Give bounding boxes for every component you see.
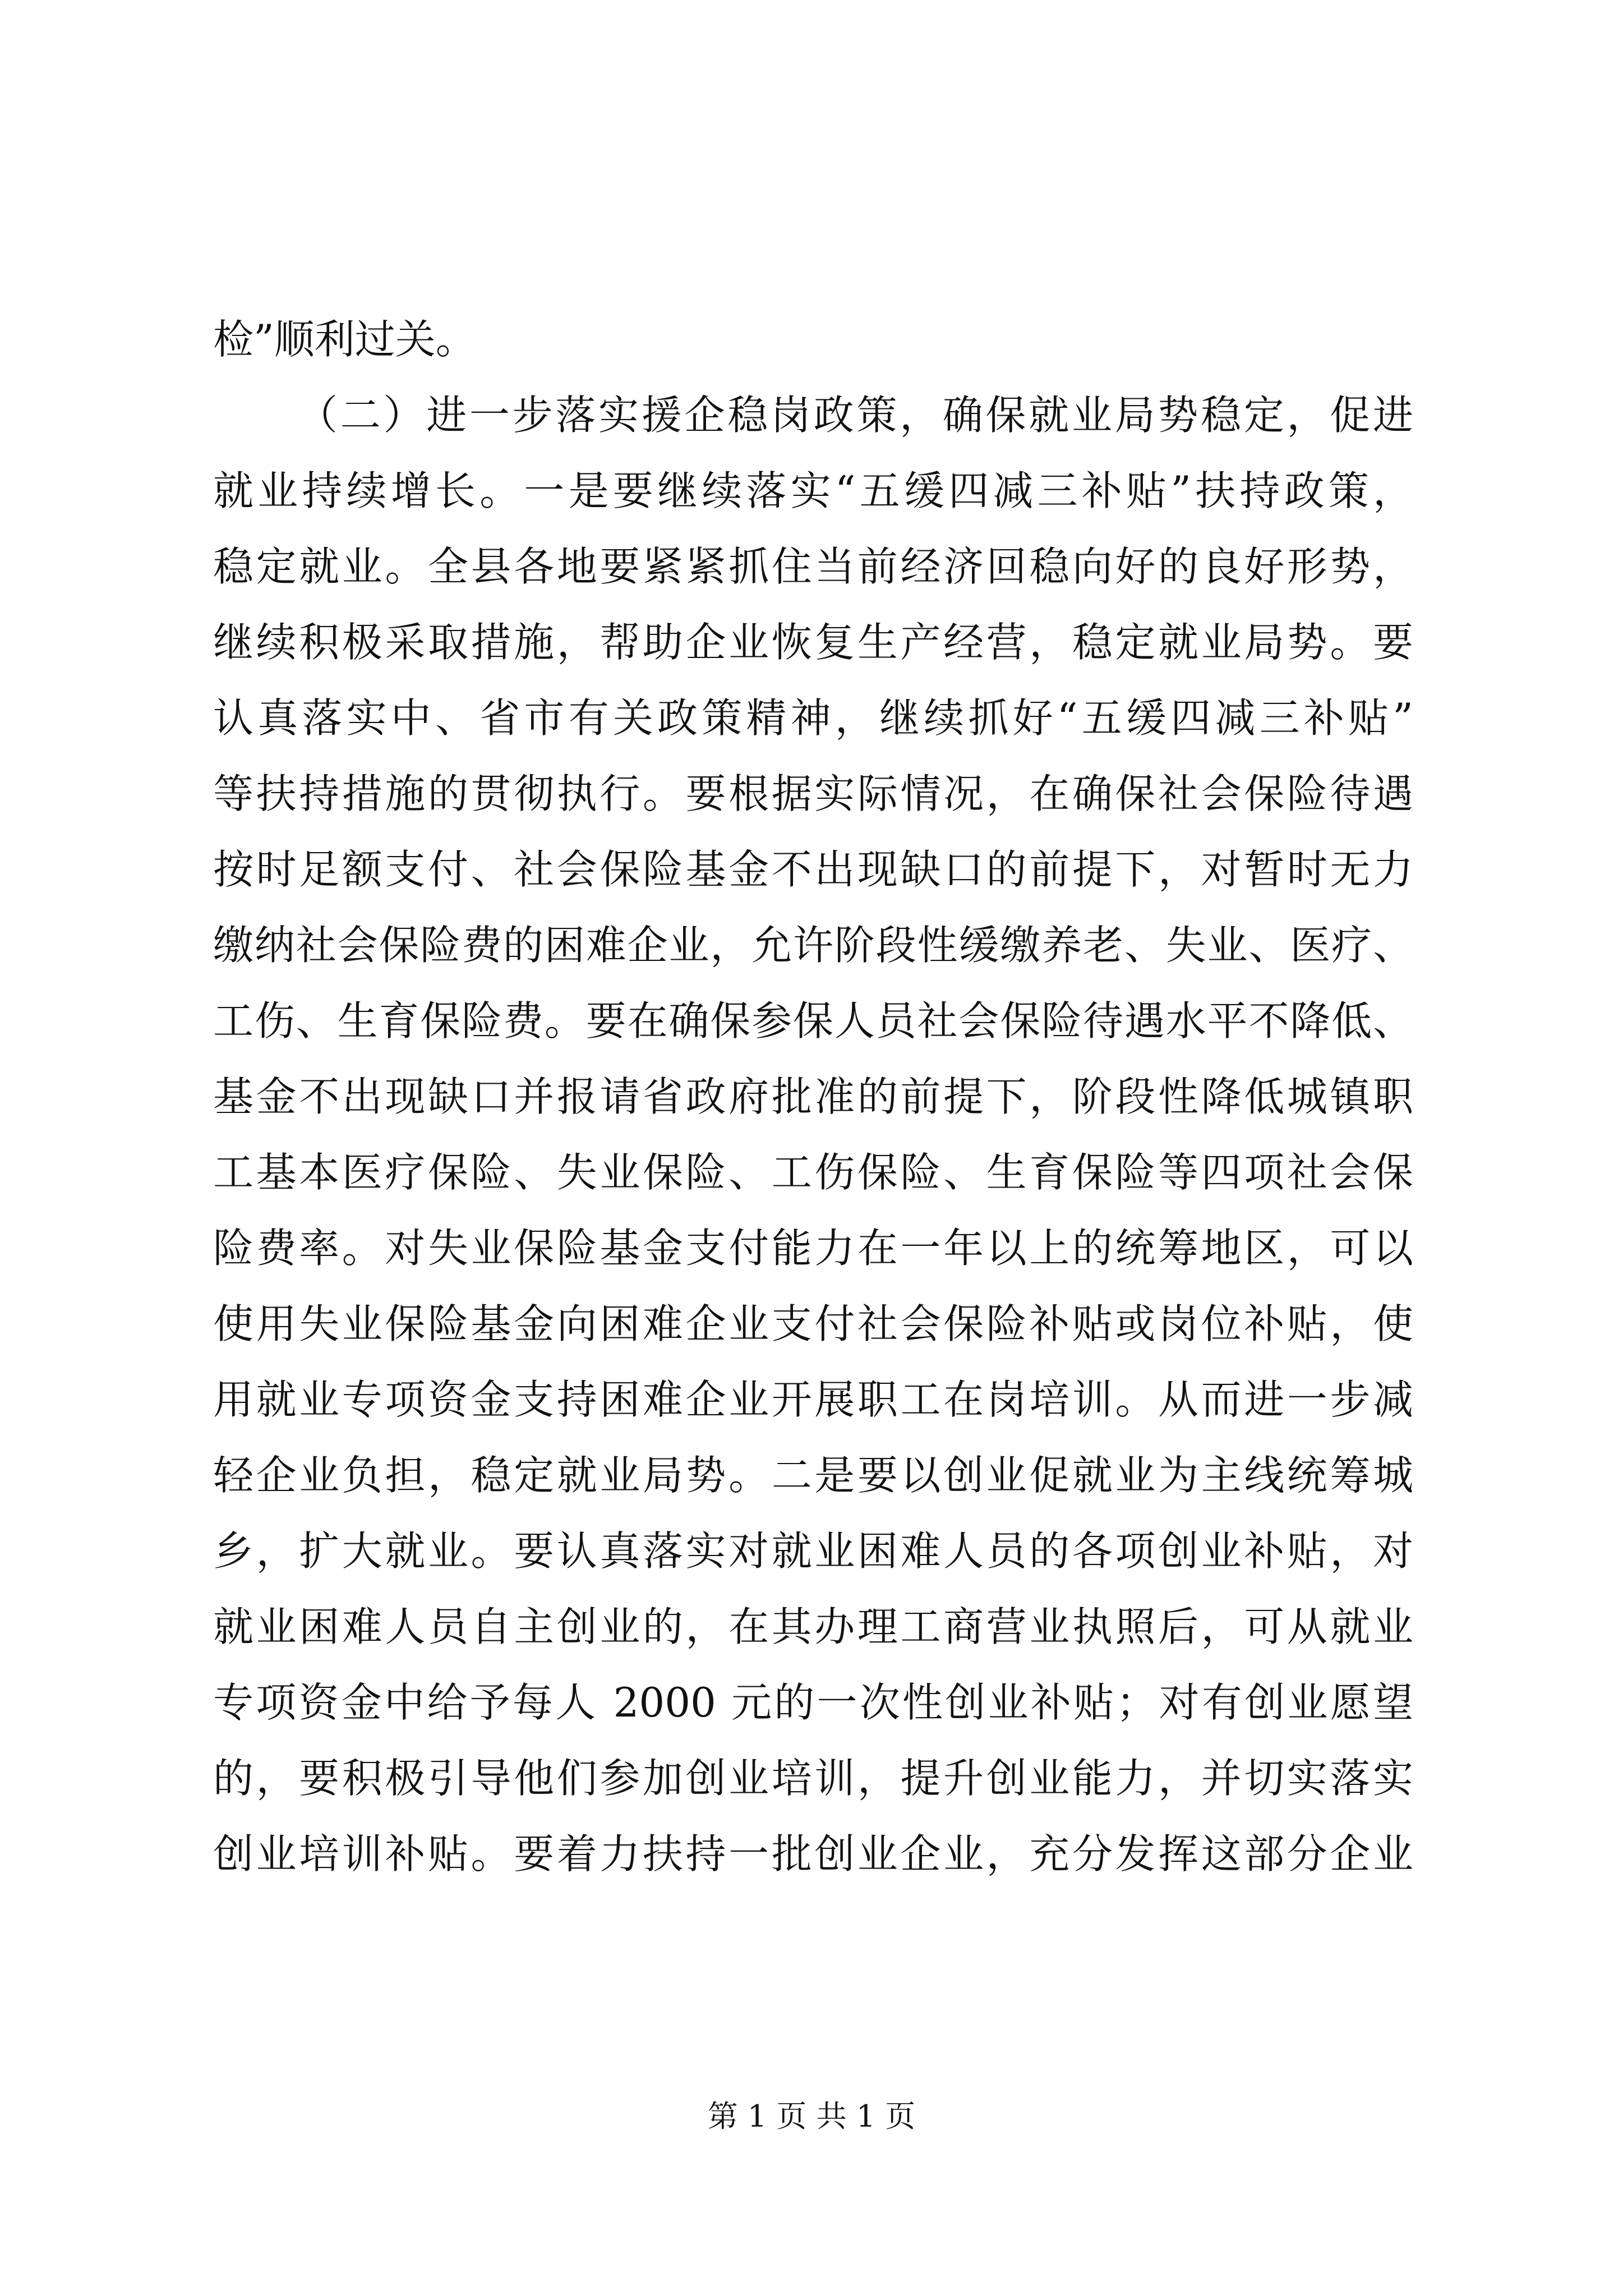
text-line-16: 轻企业负担，稳定就业局势。二是要以创业促就业为主线统筹城 [213,1452,1413,1499]
text-line-18: 就业困难人员自主创业的，在其办理工商营业执照后，可从就业 [213,1603,1413,1650]
text-line-12: 工基本医疗保险、失业保险、工伤保险、生育保险等四项社会保 [213,1149,1413,1196]
text-line-1: 检”顺利过关。 [213,316,476,363]
text-line-9: 缴纳社会保险费的困难企业，允许阶段性缓缴养老、失业、医疗、 [213,922,1413,969]
text-line-21: 创业培训补贴。要着力扶持一批创业企业，充分发挥这部分企业 [213,1830,1413,1878]
text-line-2: （二）进一步落实援企稳岗政策，确保就业局势稳定，促进 [297,392,1413,439]
text-line-7: 等扶持措施的贯彻执行。要根据实际情况，在确保社会保险待遇 [213,770,1413,817]
text-line-5: 继续积极采取措施，帮助企业恢复生产经营，稳定就业局势。要 [213,619,1413,666]
text-line-20: 的，要积极引导他们参加创业培训，提升创业能力，并切实落实 [213,1755,1413,1802]
text-line-8: 按时足额支付、社会保险基金不出现缺口的前提下，对暂时无力 [213,846,1413,893]
text-line-4: 稳定就业。全县各地要紧紧抓住当前经济回稳向好的良好形势， [213,543,1413,590]
text-line-11: 基金不出现缺口并报请省政府批准的前提下，阶段性降低城镇职 [213,1073,1413,1120]
text-line-15: 用就业专项资金支持困难企业开展职工在岗培训。从而进一步减 [213,1376,1413,1423]
text-line-17: 乡，扩大就业。要认真落实对就业困难人员的各项创业补贴，对 [213,1527,1413,1575]
text-line-13: 险费率。对失业保险基金支付能力在一年以上的统筹地区，可以 [213,1225,1413,1272]
text-line-3: 就业持续增长。一是要继续落实“五缓四减三补贴”扶持政策， [213,467,1413,514]
text-line-19: 专项资金中给予每人 2000 元的一次性创业补贴；对有创业愿望 [213,1679,1413,1726]
text-line-14: 使用失业保险基金向困难企业支付社会保险补贴或岗位补贴，使 [213,1300,1413,1347]
text-line-6: 认真落实中、省市有关政策精神，继续抓好“五缓四减三补贴” [213,694,1413,742]
page-number-footer: 第 1 页 共 1 页 [707,2099,916,2134]
text-line-10: 工伤、生育保险费。要在确保参保人员社会保险待遇水平不降低、 [213,997,1413,1045]
